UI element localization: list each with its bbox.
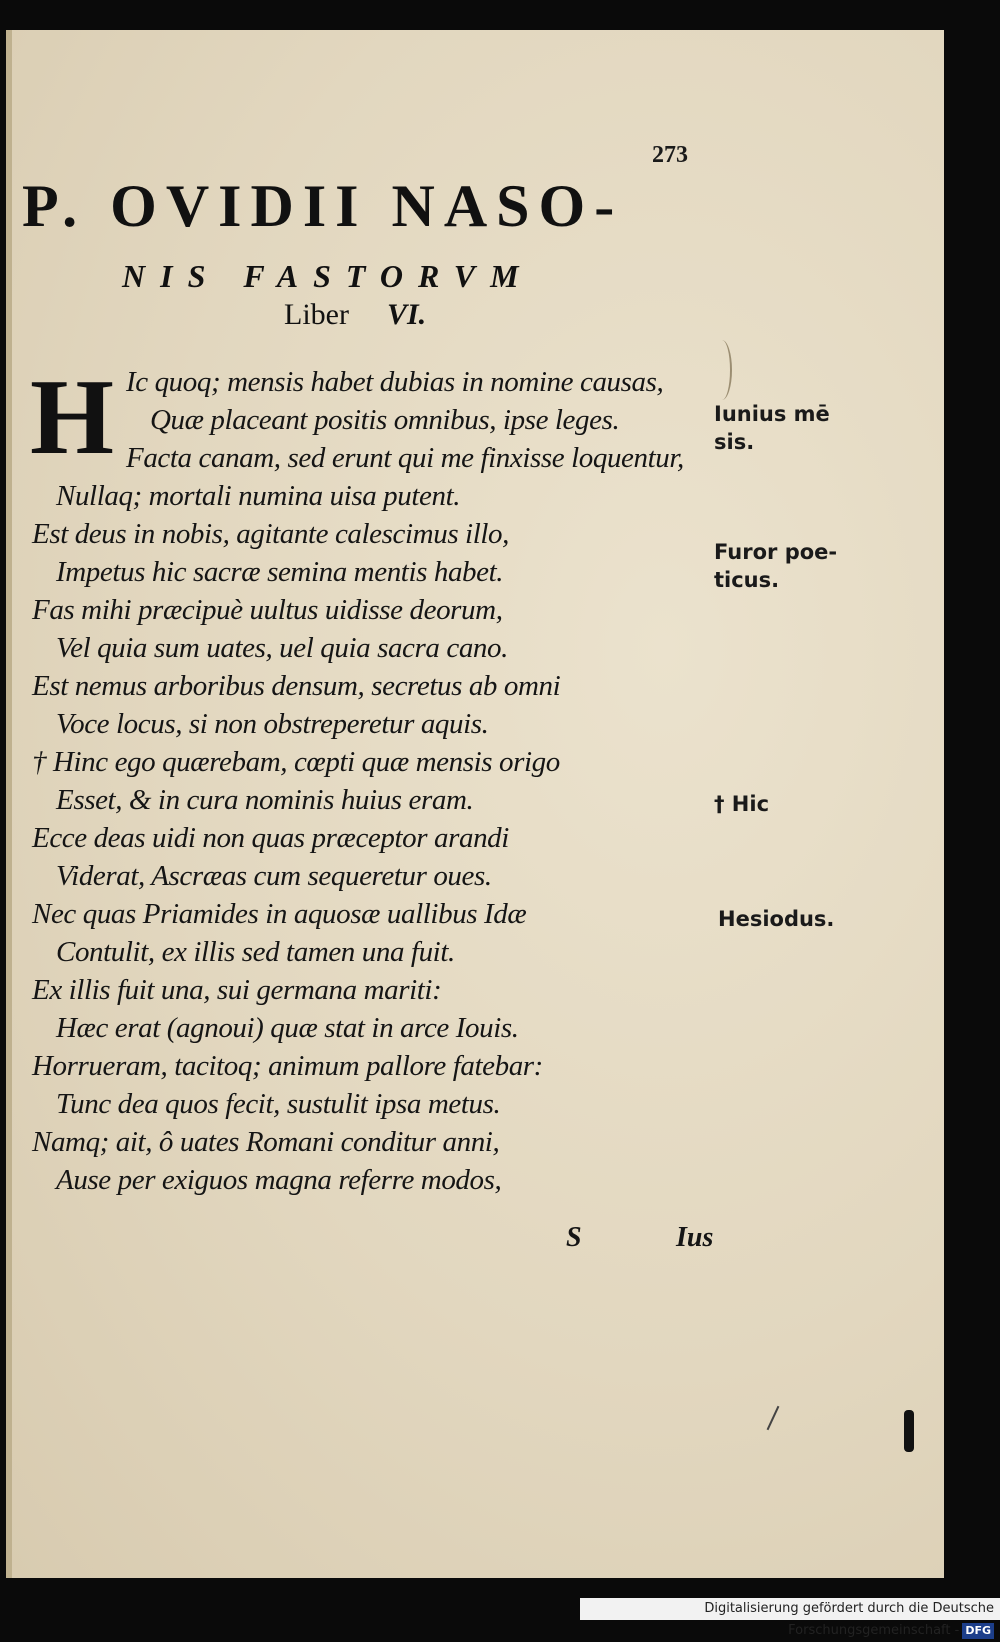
book-number-heading	[284, 298, 426, 332]
verse-line: Ex illis fuit una, sui germana mariti:	[32, 974, 442, 1006]
verse-line: Ause per exiguos magna referre modos,	[56, 1164, 502, 1196]
page-title: P. OVIDII NASO-	[22, 173, 624, 239]
footer-text: Digitalisierung gefördert durch die Deutsche Forschungsgemeinschaft -	[704, 1601, 994, 1638]
margin-gloss: † Hic	[714, 792, 770, 816]
verse-line: Horrueram, tacitoq; animum pallore fatebar:	[32, 1050, 543, 1082]
verse-line: Nullaq; mortali numina uisa putent.	[56, 480, 461, 512]
catchword: Ius	[676, 1222, 714, 1253]
verse-line: Hæc erat (agnoui) quæ stat in arce Iouis.	[56, 1012, 519, 1044]
dfg-logo: DFG	[962, 1623, 994, 1639]
verse-line: Vel quia sum uates, uel quia sacra cano.	[56, 632, 508, 664]
ink-stain	[712, 340, 732, 400]
drop-cap: H	[30, 358, 115, 477]
verse-line: Nec quas Priamides in aquosæ uallibus Idæ	[32, 898, 527, 930]
signature-mark: S	[566, 1222, 582, 1253]
liber-label: Liber	[284, 298, 349, 331]
verse-line: Namq; ait, ô uates Romani conditur anni,	[32, 1126, 500, 1158]
margin-gloss: Iunius mē sis.	[714, 402, 830, 454]
verse-line: Ic quoq; mensis habet dubias in nomine causas,	[126, 366, 664, 398]
margin-gloss: Hesiodus.	[718, 907, 835, 931]
footer-credit	[580, 1598, 1000, 1638]
verse-line: Voce locus, si non obstreperetur aquis.	[56, 708, 489, 740]
verse-line: Quæ placeant positis omnibus, ipse leges.	[150, 404, 620, 436]
verse-line: Impetus hic sacræ semina mentis habet.	[56, 556, 504, 588]
verse-line: Viderat, Ascræas cum sequeretur oues.	[56, 860, 492, 892]
verse-line: Facta canam, sed erunt qui me finxisse loquentur,	[126, 442, 684, 474]
margin-gloss: Furor poe- ticus.	[714, 540, 838, 592]
verse-line: Fas mihi præcipuè uultus uidisse deorum,	[32, 594, 503, 626]
verse-line: Esset, & in cura nominis huius eram.	[56, 784, 474, 816]
ink-mark	[767, 1406, 780, 1430]
verse-line: Ecce deas uidi non quas præceptor arandi	[32, 822, 509, 854]
verse-line: Est deus in nobis, agitante calescimus illo,	[32, 518, 509, 550]
verse-line: Tunc dea quos fecit, sustulit ipsa metus.	[56, 1088, 501, 1120]
page-subtitle: NIS FASTORVM	[122, 258, 534, 294]
verse-line: Est nemus arboribus densum, secretus ab omni	[32, 670, 561, 702]
ink-blot	[904, 1410, 914, 1452]
page-number: 273	[652, 142, 688, 168]
verse-line: Contulit, ex illis sed tamen una fuit.	[56, 936, 455, 968]
liber-number: VI.	[386, 298, 427, 331]
verse-line: † Hinc ego quærebam, cœpti quæ mensis origo	[32, 746, 560, 778]
